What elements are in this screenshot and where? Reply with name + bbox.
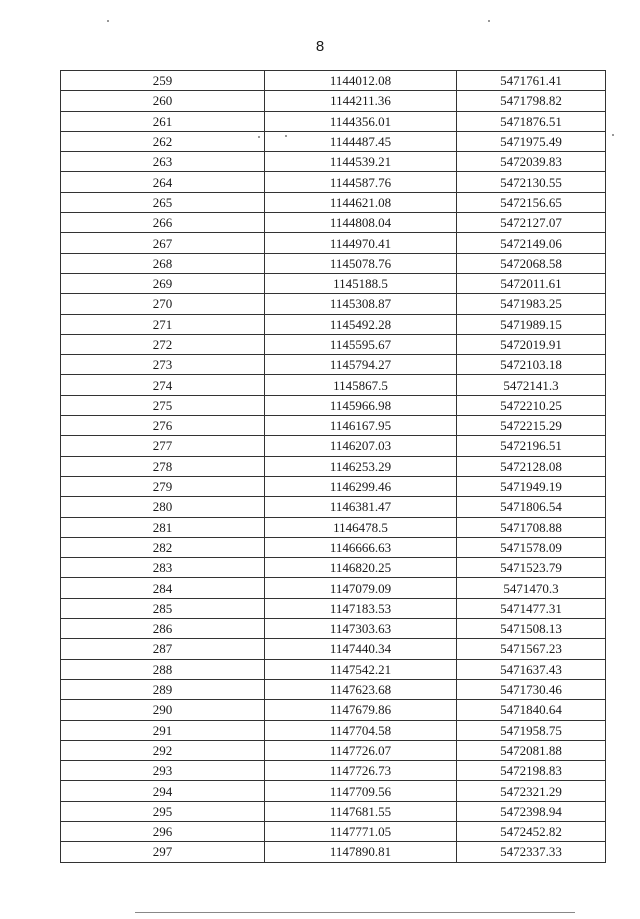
x-coordinate-cell: 1145794.27 [265,355,457,375]
table-row [61,700,606,720]
point-number-cell: 267 [61,233,265,253]
y-coordinate-cell: 5471840.64 [457,700,606,720]
x-coordinate-cell: 1144587.76 [265,172,457,192]
point-number-cell: 284 [61,578,265,598]
point-number-cell: 270 [61,294,265,314]
table-row [61,842,606,862]
y-coordinate-cell: 5472198.83 [457,761,606,781]
table-row [61,781,606,801]
y-coordinate-cell: 5472103.18 [457,355,606,375]
point-number-cell: 271 [61,314,265,334]
table-row [61,375,606,395]
point-number-cell: 261 [61,111,265,131]
scan-speck [285,135,287,137]
table-row [61,273,606,293]
point-number-cell: 273 [61,355,265,375]
y-coordinate-cell: 5472141.3 [457,375,606,395]
x-coordinate-cell: 1144539.21 [265,152,457,172]
y-coordinate-cell: 5472127.07 [457,213,606,233]
point-number-cell: 268 [61,253,265,273]
table-row [61,395,606,415]
x-coordinate-cell: 1146666.63 [265,537,457,557]
table-row [61,436,606,456]
point-number-cell: 277 [61,436,265,456]
point-number-cell: 272 [61,334,265,354]
y-coordinate-cell: 5472398.94 [457,801,606,821]
x-coordinate-cell: 1144211.36 [265,91,457,111]
point-number-cell: 286 [61,619,265,639]
point-number-cell: 292 [61,740,265,760]
x-coordinate-cell: 1145966.98 [265,395,457,415]
x-coordinate-cell: 1147704.58 [265,720,457,740]
y-coordinate-cell: 5471806.54 [457,497,606,517]
y-coordinate-cell: 5471508.13 [457,619,606,639]
table-row [61,821,606,841]
table-row [61,111,606,131]
coordinates-table-body [61,71,606,863]
table-row [61,334,606,354]
table-row [61,192,606,212]
x-coordinate-cell: 1144356.01 [265,111,457,131]
x-coordinate-cell: 1147440.34 [265,639,457,659]
x-coordinate-cell: 1145078.76 [265,253,457,273]
x-coordinate-cell: 1144808.04 [265,213,457,233]
table-row [61,416,606,436]
y-coordinate-cell: 5471983.25 [457,294,606,314]
point-number-cell: 278 [61,456,265,476]
point-number-cell: 260 [61,91,265,111]
table-row [61,598,606,618]
point-number-cell: 263 [61,152,265,172]
y-coordinate-cell: 5472039.83 [457,152,606,172]
point-number-cell: 285 [61,598,265,618]
x-coordinate-cell: 1147303.63 [265,619,457,639]
point-number-cell: 281 [61,517,265,537]
point-number-cell: 297 [61,842,265,862]
point-number-cell: 259 [61,71,265,91]
y-coordinate-cell: 5471876.51 [457,111,606,131]
x-coordinate-cell: 1147681.55 [265,801,457,821]
coordinates-table [60,70,606,863]
y-coordinate-cell: 5471761.41 [457,71,606,91]
point-number-cell: 289 [61,679,265,699]
table-row [61,152,606,172]
table-row [61,213,606,233]
y-coordinate-cell: 5471578.09 [457,537,606,557]
x-coordinate-cell: 1144012.08 [265,71,457,91]
x-coordinate-cell: 1144487.45 [265,131,457,151]
table-row [61,355,606,375]
x-coordinate-cell: 1147183.53 [265,598,457,618]
x-coordinate-cell: 1144621.08 [265,192,457,212]
table-row [61,639,606,659]
x-coordinate-cell: 1147890.81 [265,842,457,862]
table-row [61,679,606,699]
table-row [61,517,606,537]
table-row [61,172,606,192]
point-number-cell: 279 [61,476,265,496]
x-coordinate-cell: 1147726.73 [265,761,457,781]
y-coordinate-cell: 5471708.88 [457,517,606,537]
table-row [61,497,606,517]
y-coordinate-cell: 5471470.3 [457,578,606,598]
point-number-cell: 269 [61,273,265,293]
point-number-cell: 283 [61,558,265,578]
x-coordinate-cell: 1144970.41 [265,233,457,253]
y-coordinate-cell: 5472081.88 [457,740,606,760]
y-coordinate-cell: 5472130.55 [457,172,606,192]
x-coordinate-cell: 1146167.95 [265,416,457,436]
point-number-cell: 294 [61,781,265,801]
x-coordinate-cell: 1147542.21 [265,659,457,679]
y-coordinate-cell: 5472215.29 [457,416,606,436]
page-number: 8 [315,38,325,55]
y-coordinate-cell: 5472019.91 [457,334,606,354]
x-coordinate-cell: 1146820.25 [265,558,457,578]
point-number-cell: 293 [61,761,265,781]
point-number-cell: 265 [61,192,265,212]
table-row [61,720,606,740]
table-row [61,537,606,557]
scan-speck [258,136,260,138]
scan-speck [107,20,109,22]
table-row [61,659,606,679]
point-number-cell: 295 [61,801,265,821]
y-coordinate-cell: 5472149.06 [457,233,606,253]
y-coordinate-cell: 5472011.61 [457,273,606,293]
y-coordinate-cell: 5472196.51 [457,436,606,456]
x-coordinate-cell: 1145492.28 [265,314,457,334]
point-number-cell: 264 [61,172,265,192]
y-coordinate-cell: 5471975.49 [457,131,606,151]
x-coordinate-cell: 1146478.5 [265,517,457,537]
x-coordinate-cell: 1147709.56 [265,781,457,801]
y-coordinate-cell: 5471637.43 [457,659,606,679]
table-row [61,578,606,598]
y-coordinate-cell: 5471798.82 [457,91,606,111]
x-coordinate-cell: 1146253.29 [265,456,457,476]
scan-speck [612,134,614,136]
y-coordinate-cell: 5471949.19 [457,476,606,496]
x-coordinate-cell: 1146299.46 [265,476,457,496]
y-coordinate-cell: 5472452.82 [457,821,606,841]
table-row [61,740,606,760]
point-number-cell: 287 [61,639,265,659]
table-row [61,294,606,314]
y-coordinate-cell: 5471523.79 [457,558,606,578]
table-row [61,476,606,496]
point-number-cell: 291 [61,720,265,740]
x-coordinate-cell: 1146381.47 [265,497,457,517]
table-row [61,253,606,273]
x-coordinate-cell: 1145308.87 [265,294,457,314]
point-number-cell: 288 [61,659,265,679]
point-number-cell: 290 [61,700,265,720]
table-row [61,233,606,253]
table-row [61,71,606,91]
point-number-cell: 296 [61,821,265,841]
point-number-cell: 276 [61,416,265,436]
x-coordinate-cell: 1147623.68 [265,679,457,699]
table-row [61,91,606,111]
y-coordinate-cell: 5471567.23 [457,639,606,659]
y-coordinate-cell: 5471989.15 [457,314,606,334]
point-number-cell: 262 [61,131,265,151]
x-coordinate-cell: 1146207.03 [265,436,457,456]
x-coordinate-cell: 1145595.67 [265,334,457,354]
y-coordinate-cell: 5471958.75 [457,720,606,740]
point-number-cell: 266 [61,213,265,233]
y-coordinate-cell: 5472068.58 [457,253,606,273]
point-number-cell: 274 [61,375,265,395]
table-row [61,131,606,151]
x-coordinate-cell: 1147079.09 [265,578,457,598]
table-row [61,619,606,639]
point-number-cell: 280 [61,497,265,517]
table-row [61,761,606,781]
y-coordinate-cell: 5472337.33 [457,842,606,862]
point-number-cell: 275 [61,395,265,415]
table-row [61,314,606,334]
table-row [61,558,606,578]
x-coordinate-cell: 1147679.86 [265,700,457,720]
x-coordinate-cell: 1147726.07 [265,740,457,760]
point-number-cell: 282 [61,537,265,557]
y-coordinate-cell: 5472210.25 [457,395,606,415]
table-row [61,801,606,821]
x-coordinate-cell: 1145188.5 [265,273,457,293]
y-coordinate-cell: 5472321.29 [457,781,606,801]
table-row [61,456,606,476]
x-coordinate-cell: 1145867.5 [265,375,457,395]
scan-speck [488,20,490,22]
y-coordinate-cell: 5472128.08 [457,456,606,476]
y-coordinate-cell: 5472156.65 [457,192,606,212]
y-coordinate-cell: 5471477.31 [457,598,606,618]
bottom-rule [135,912,575,913]
y-coordinate-cell: 5471730.46 [457,679,606,699]
x-coordinate-cell: 1147771.05 [265,821,457,841]
